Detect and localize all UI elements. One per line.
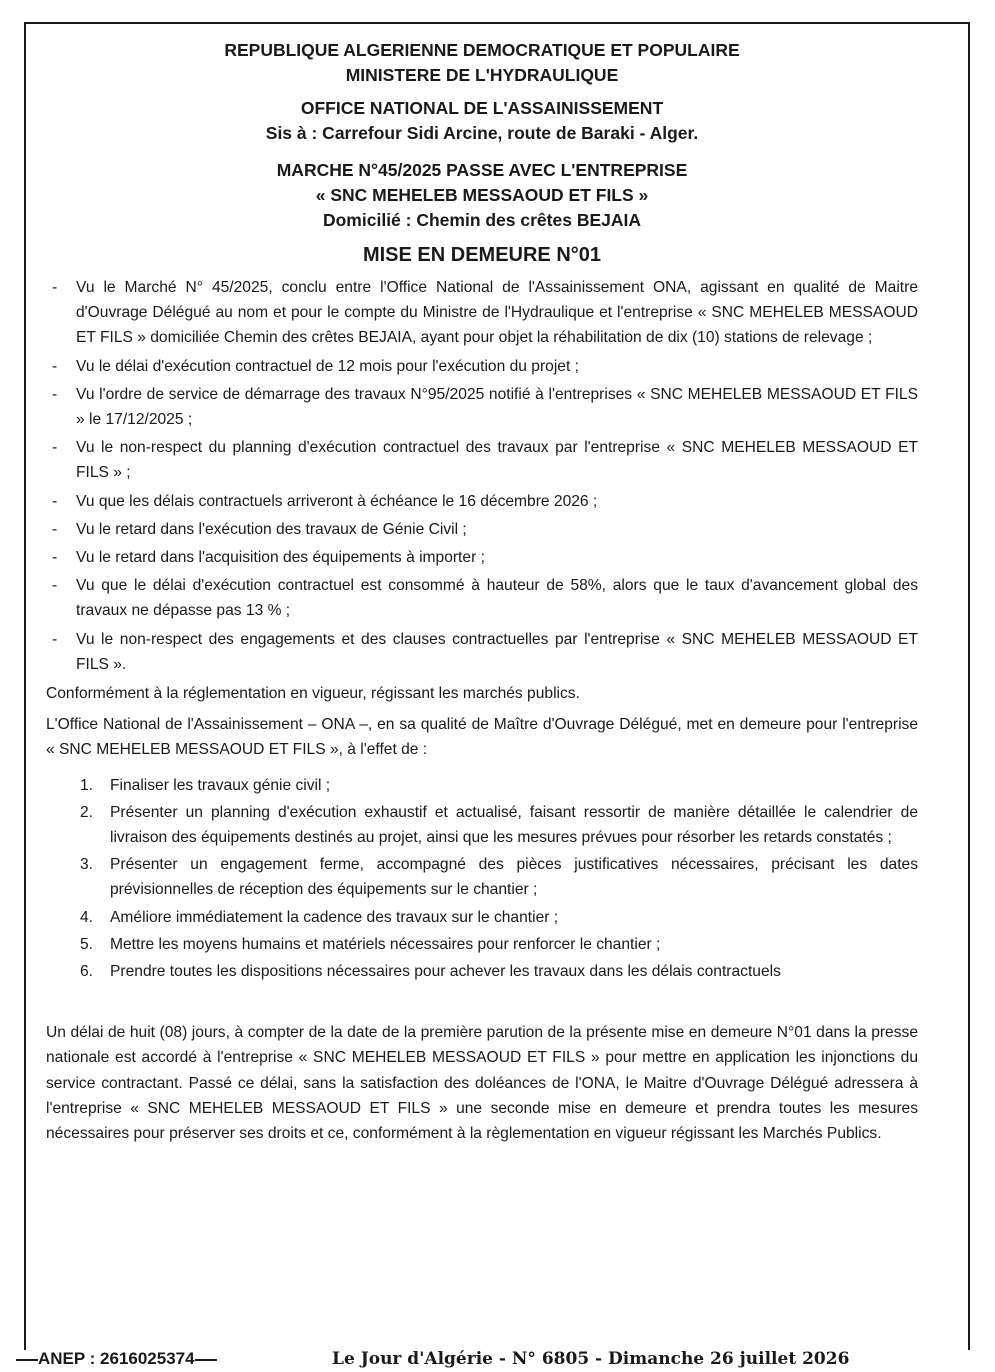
demand-intro: L'Office National de l'Assainissement – ONA –, en sa qualité de Maître d'Ouvrage Délégué, met en demeure pour l'entreprise « SNC MEHELEB MESSAOUD ET FILS », à l'effet de : [46, 716, 918, 759]
header-office: OFFICE NATIONAL DE L'ASSAINISSEMENT [300, 98, 664, 118]
vu-item: - Vu le non-respect du planning d'exécution contractuel des travaux par l'entreprise « SNC MEHELEB MESSAOUD ET FILS » ; [52, 439, 918, 482]
vu-item: - Vu le non-respect des engagements et des clauses contractuelles par l'entreprise « SNC MEHELEB MESSAOUD ET FILS ». [52, 630, 918, 673]
injunction-item: 3. Présenter un engagement ferme, accompagné des pièces justificatives nécessaires, précisant les dates prévisionnelles de réception des équipements sur le chantier ; [80, 856, 918, 899]
header-address: Sis à : Carrefour Sidi Arcine, route de Baraki - Alger. [265, 123, 699, 143]
notice-title: MISE EN DEMEURE N°01 [362, 244, 602, 266]
injunction-item: 6. Prendre toutes les dispositions nécessaires pour achever les travaux dans les délais contractuels [80, 963, 781, 981]
newspaper-reference: Le Jour d'Algérie - N° 6805 - Dimanche 26 juillet 2026 [332, 1349, 850, 1369]
vu-item: - Vu que le délai d'exécution contractuel est consommé à hauteur de 58%, alors que le taux d'avancement global des travaux ne dépasse pas 13 % ; [52, 577, 918, 620]
vu-item: - Vu le délai d'exécution contractuel de 12 mois pour l'exécution du projet ; [52, 357, 579, 375]
regulation-paragraph: Conformément à la réglementation en vigueur, régissant les marchés publics. [46, 685, 580, 703]
contract-company: « SNC MEHELEB MESSAOUD ET FILS » [315, 185, 649, 205]
vu-item: - Vu le retard dans l'exécution des travaux de Génie Civil ; [52, 520, 467, 538]
header-ministry: MINISTERE DE L'HYDRAULIQUE [345, 65, 619, 85]
anep-reference: ANEP : 2616025374 [16, 1346, 217, 1372]
footer-rule-right [195, 1359, 217, 1361]
injunction-list [46, 773, 918, 985]
contract-domicile: Domicilié : Chemin des crêtes BEJAIA [322, 210, 642, 230]
conclusion-paragraph: Un délai de huit (08) jours, à compter de la date de la première parution de la présente mise en demeure N°01 dans la presse nationale est accordé à l'entreprise « SNC MEHELEB MESSAOUD ET FILS » pour mettre en application les injonctions du service contractant. Passé ce délai, sans la satisfaction des doléances de l'ONA, le Maitre d'Ouvrage Délégué adressera à l'entreprise « SNC MEHELEB MESSAOUD ET FILS » une seconde mise en demeure et prendra toutes les mesures nécessaires pour préserver ses droits et ce, conformément à la règlementation en vigueur régissant les Marchés Publics. [46, 1024, 918, 1143]
injunction-item: 5. Mettre les moyens humains et matériels nécessaires pour renforcer le chantier ; [80, 935, 661, 953]
footer-rule-left [16, 1359, 38, 1361]
publication-footer [16, 1346, 976, 1372]
contract-number: MARCHE N°45/2025 PASSE AVEC L'ENTREPRISE [276, 160, 688, 180]
injunction-item: 2. Présenter un planning d'exécution exhaustif et actualisé, faisant ressortir de manière détaillée le calendrier de livraison des équipements destinés au projet, ainsi que les mesures prévues pour résorber les retards constatés ; [80, 803, 918, 847]
vu-item: - Vu que les délais contractuels arriveront à échéance le 16 décembre 2026 ; [52, 492, 598, 510]
header-republic: REPUBLIQUE ALGERIENNE DEMOCRATIQUE ET POPULAIRE [224, 40, 740, 60]
vu-item: - Vu le Marché N° 45/2025, conclu entre l'Office National de l'Assainissement ONA, agissant en qualité de Maitre d'Ouvrage Délégué au nom et pour le compte du Ministre de l'Hydraulique et l'entreprise « SNC MEHELEB MESSAOUD ET FILS » domiciliée Chemin des crêtes BEJAIA, ayant pour objet la réhabilitation de dix (10) stations de relevage ; [52, 279, 918, 347]
vu-item: - Vu le retard dans l'acquisition des équipements à importer ; [52, 549, 485, 567]
injunction-item: 1. Finaliser les travaux génie civil ; [80, 776, 331, 794]
vu-item: - Vu l'ordre de service de démarrage des travaux N°95/2025 notifié à l'entreprises « SNC MEHELEB MESSAOUD ET FILS » le 17/12/2025 ; [52, 385, 918, 429]
injunction-item: 4. Améliore immédiatement la cadence des travaux sur le chantier ; [80, 908, 559, 926]
vu-list [46, 275, 918, 677]
notice-content [46, 38, 918, 1152]
